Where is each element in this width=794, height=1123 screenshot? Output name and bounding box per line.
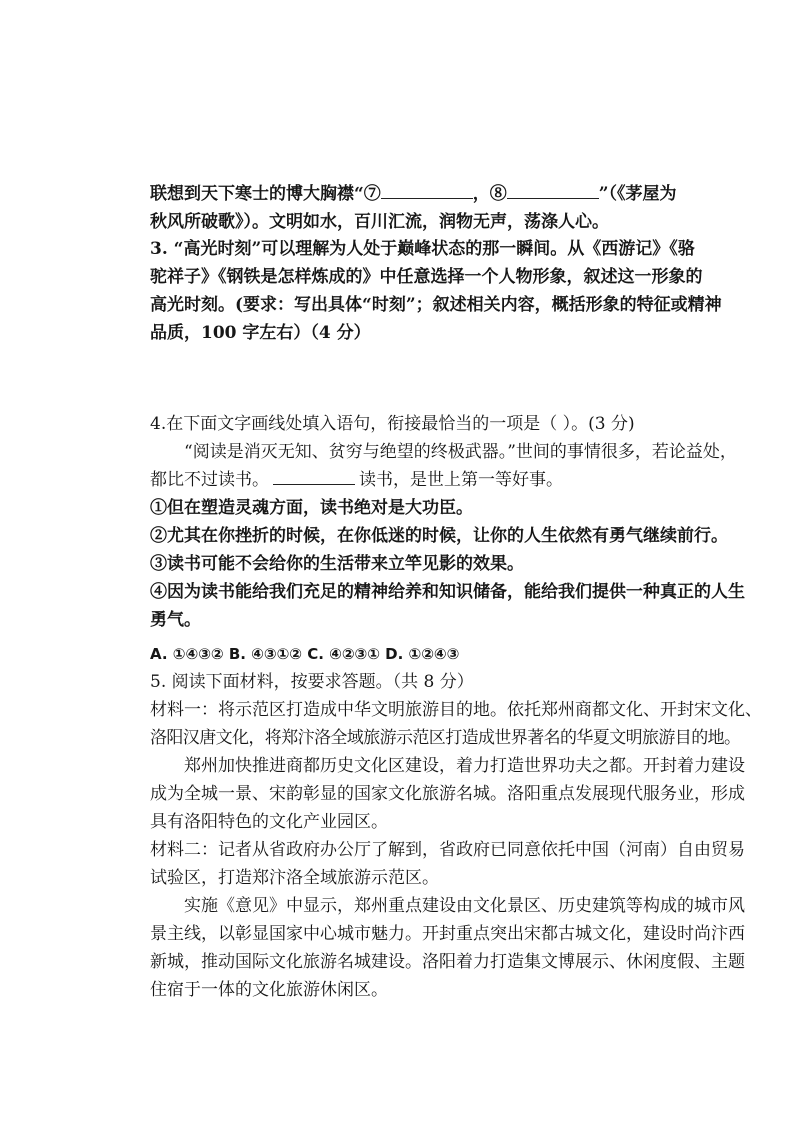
q4-text-a: 都比不过读书。 [150,470,269,490]
q2-continuation [150,180,710,236]
q2-text-b: ，⑧ [472,184,507,204]
q3-line: 品质，100 字左右）（4 分） [150,323,371,343]
material-1-line: 材料一：将示范区打造成中华文明旅游目的地。依托郑州商都文化、开封宋文化、 [150,700,762,720]
q3-line: 3. “高光时刻”可以理解为人处于巅峰状态的那一瞬间。从《西游记》《骆 [150,239,695,259]
question-3 [150,235,722,347]
q4-item: ④因为读书能给我们充足的精神给养和知识储备，能给我们提供一种真正的人生 [150,582,745,602]
question-5 [150,668,762,1004]
material-2-para-line: 新城，推动国际文化旅游名城建设。洛阳着力打造集文博展示、休闲度假、主题 [150,952,745,972]
q4-item: ②尤其在你挫折的时候，在你低迷的时候，让你的人生依然有勇气继续前行。 [150,526,728,546]
material-2-para-line: 住宿于一体的文化旅游休闲区。 [150,980,388,1000]
q4-passage: “阅读是消灭无知、贫穷与绝望的终极武器。”世间的事情很多，若论益处， [184,442,737,462]
answer-blank-8[interactable] [507,184,599,199]
q4-text-b: 读书，是世上第一等好事。 [359,470,563,490]
q4-stem: 4.在下面文字画线处填入语句，衔接最恰当的一项是（ ）。(3 分) [150,414,635,434]
q4-item: ①但在塑造灵魂方面，读书绝对是大功臣。 [150,498,473,518]
material-2-para-line: 实施《意见》中显示，郑州重点建设由文化景区、历史建筑等构成的城市风 [184,896,745,916]
q4-passage-cont [150,466,710,494]
q3-line: 驼祥子》《钢铁是怎样炼成的》中任意选择一个人物形象，叙述这一形象的 [150,267,703,287]
q2-line-2: 秋风所破歌》）。文明如水，百川汇流，润物无声，荡涤人心。 [150,212,609,232]
q2-text-a: 联想到天下寒士的博大胸襟“⑦ [150,184,381,204]
q4-item: ③读书可能不会给你的生活带来立竿见影的效果。 [150,554,524,574]
q2-text-c: ”（《茅屋为 [598,184,677,204]
material-1-para-line: 成为全城一景、宋韵彰显的国家文化旅游名城。洛阳重点发展现代服务业，形成 [150,784,745,804]
material-1-line: 洛阳汉唐文化，将郑汴洛全域旅游示范区打造成世界著名的华夏文明旅游目的地。 [150,728,741,748]
q4-item-cont: 勇气。 [150,610,201,630]
answer-blank-q4[interactable] [273,470,355,485]
material-1-para-line: 郑州加快推进商都历史文化区建设，着力打造世界功夫之都。开封着力建设 [184,756,745,776]
answer-blank-7[interactable] [381,184,473,199]
material-2-line: 试验区，打造郑汴洛全域旅游示范区。 [150,868,439,888]
q3-line: 高光时刻。(要求：写出具体“时刻”；叙述相关内容，概括形象的特征或精神 [150,295,722,315]
q5-stem: 5. 阅读下面材料，按要求答题。（共 8 分） [150,672,474,692]
q4-options: A. ①④③② B. ④③①② C. ④②③① D. ①②④③ [150,645,460,663]
material-2-line: 材料二：记者从省政府办公厅了解到，省政府已同意依托中国（河南）自由贸易 [150,840,745,860]
material-2-para-line: 景主线，以彰显国家中心城市魅力。开封重点突出宋都古城文化，建设时尚汴西 [150,924,745,944]
q2-line-1 [150,180,710,208]
material-1-para-line: 具有洛阳特色的文化产业园区。 [150,812,388,832]
question-4 [150,410,745,668]
